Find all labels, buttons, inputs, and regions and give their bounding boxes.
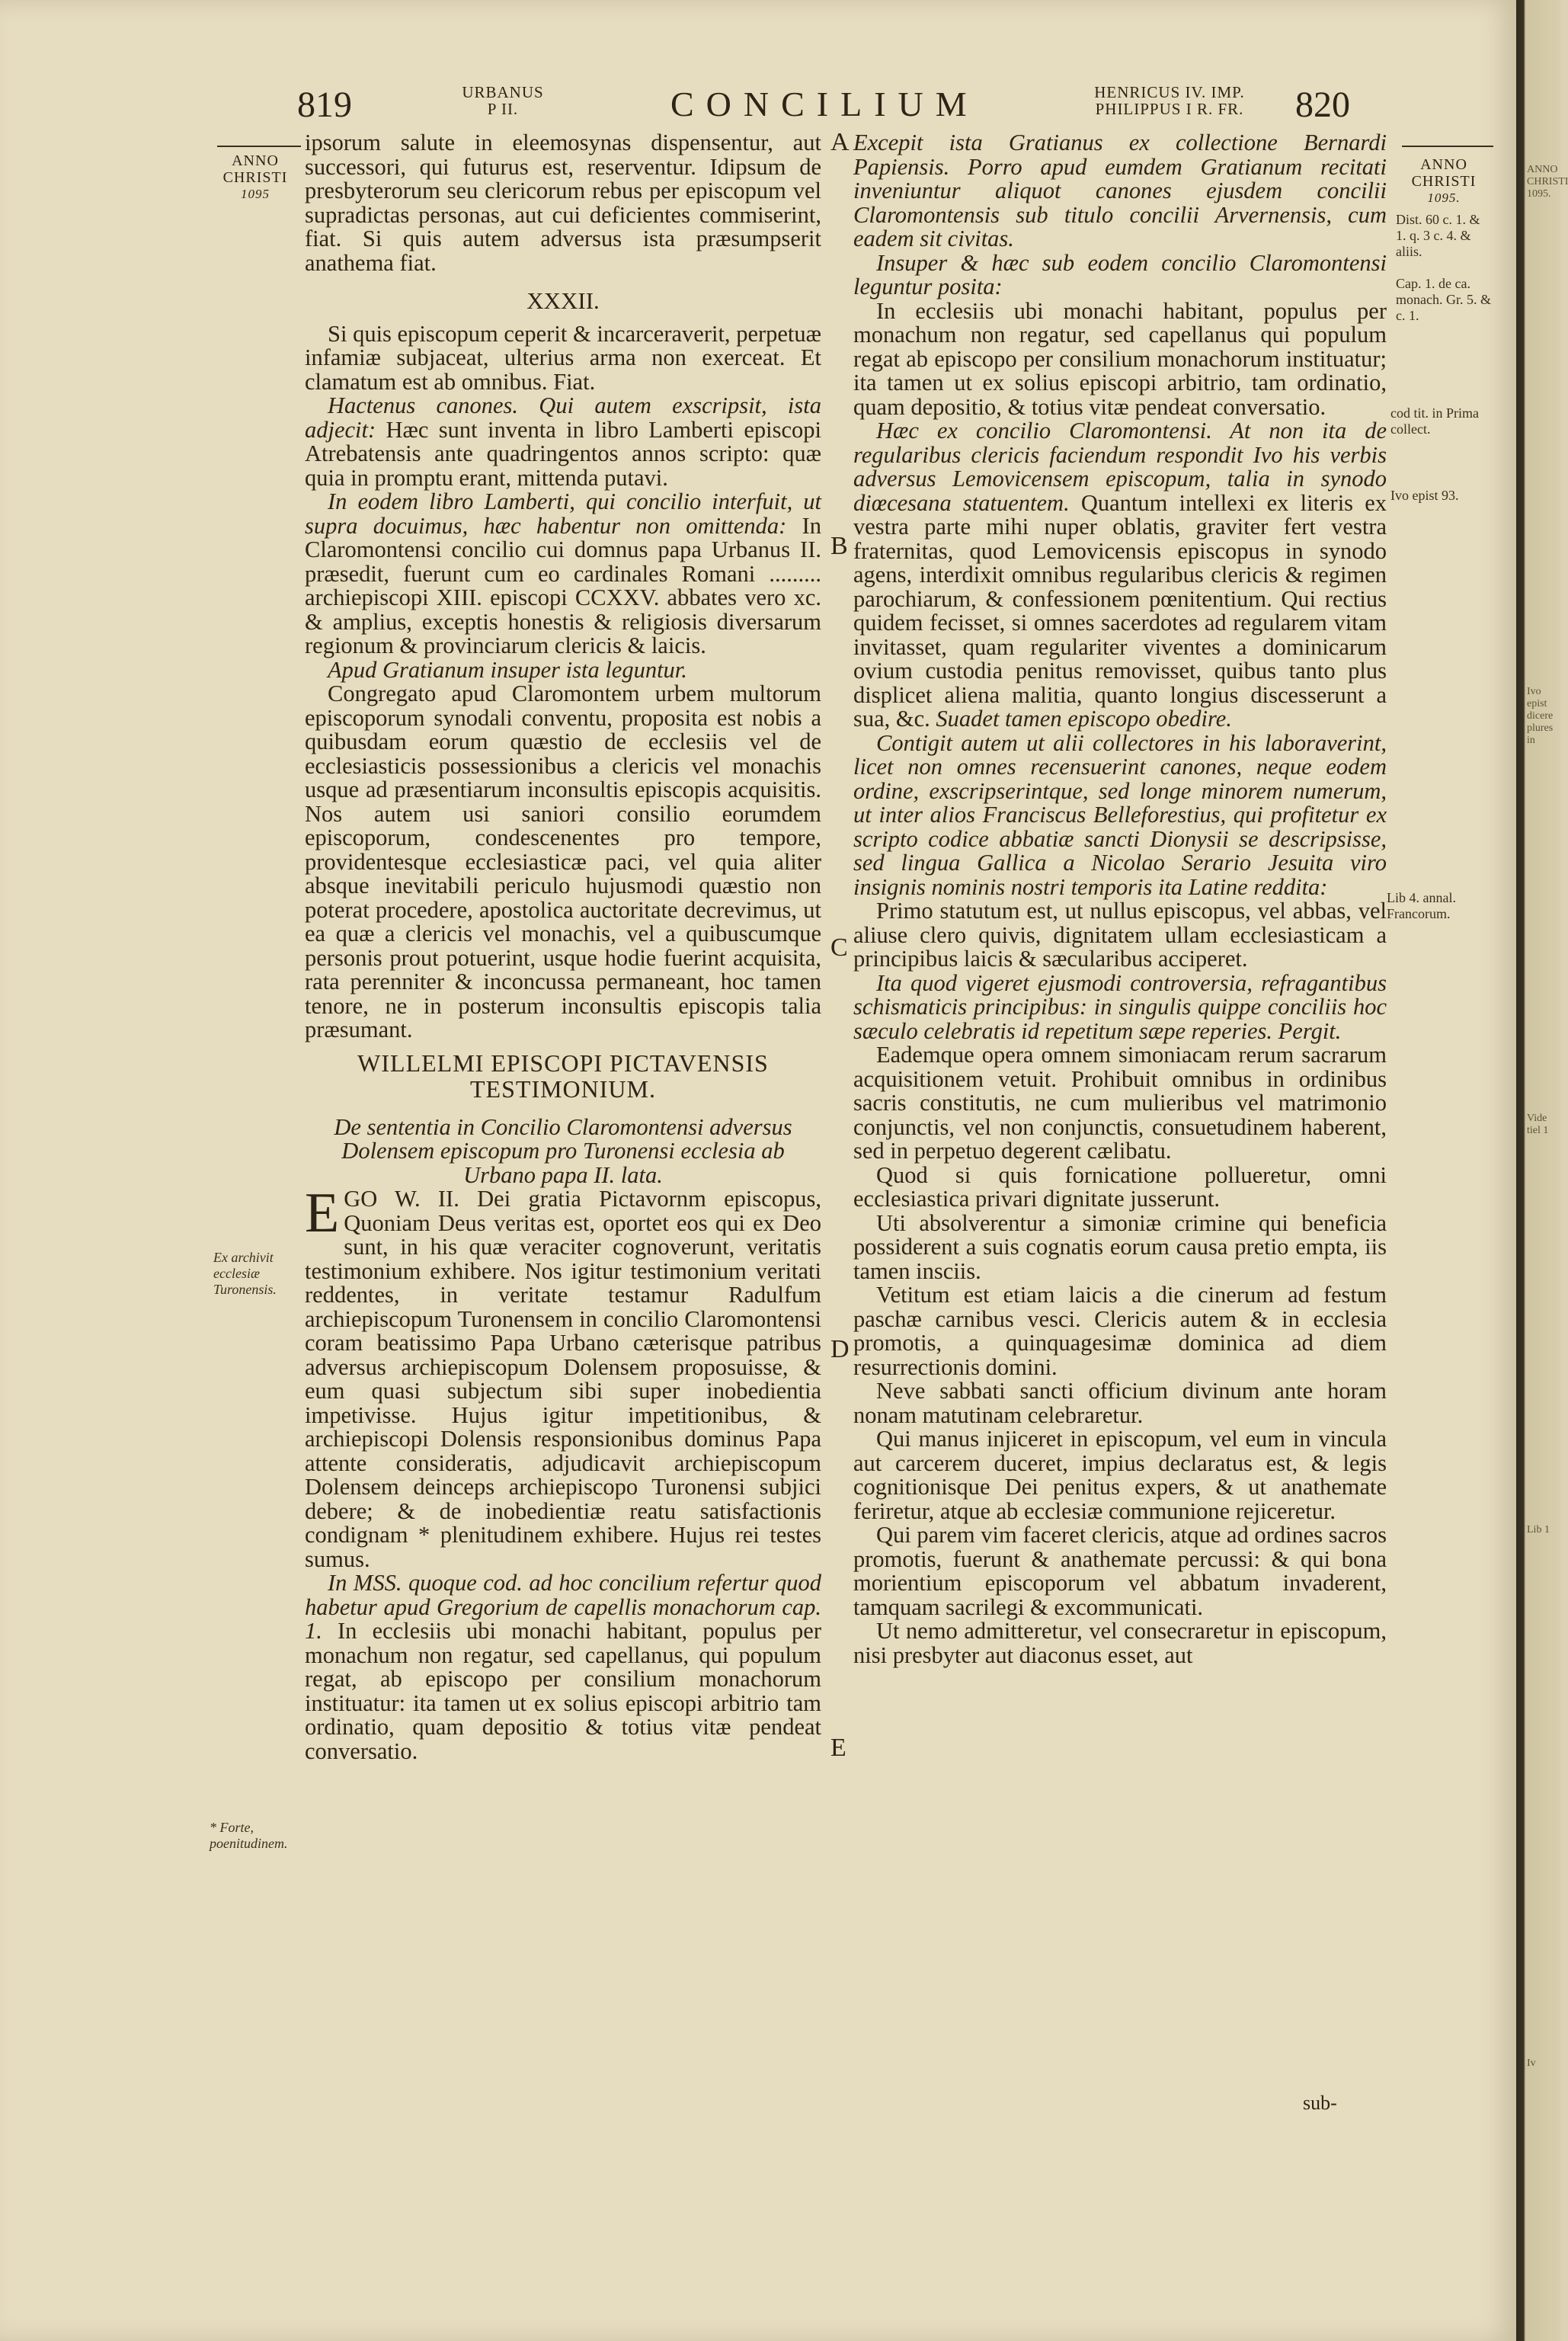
section-letter-b: B: [830, 532, 848, 560]
canon-heading-xxxii: XXXII.: [526, 287, 600, 314]
left-paragraph-7: EGO W. II. Dei gratia Pictavornm episcopus, Quoniam Deus veritas est, oportet eos qui ex Deo sunt, in his quæ veraciter cognoverunt, veritatis testimonium exhibere. Nos igitur testimonium veritati reddentes, in veritate testamur Radulfum archiepiscopum Turonensem in concilio Claromontensi coram beatissimo Papa Urbano cæterisque patribus adversus archiepiscopum Dolensem proposuisse, & eum quasi subjectum sibi super inobedientia impetivisse. Hujus igitur impetitionibus, & archiepiscopi Dolensis responsionibus dominus Papa attente consideratis, adjudicavit archiepiscopum Dolensem deinceps archiepiscopo Turonensi subjici debere; & de inobedientiæ reatu satisfactionis condignam * plenitudinem exhibere. Hujus rei testes sumus.: [305, 1182, 821, 1572]
page-number-right: 820: [1295, 85, 1350, 125]
strip-fragment-5: Iv: [1527, 2058, 1536, 2069]
margin-note-cod: cod tit. in Prima collect.: [1390, 405, 1479, 437]
left-paragraph-1: ipsorum salute in eleemosynas dispensentur, aut successori, qui futurus est, reserventur. Idipsum de presbyterorum seu clericorum rebus per episcopum vel supradictas personas, aut cui deficientes commiserint, fiat. Si quis autem adversus ista præsumpserit anathema fiat.: [305, 130, 821, 276]
right-paragraph-2: Insuper & hæc sub eodem concilio Claromontensi leguntur posita:: [853, 249, 1387, 299]
right-paragraph-10: Uti absolverentur a simoniæ crimine qui beneficia possiderent a suis cognatis eorum causa pretio empta, iis tamen insciis.: [853, 1209, 1387, 1284]
left-paragraph-6: Congregato apud Claromontem urbem multorum episcoporum synodali conventu, proposita est nobis a quibusdam eorum quæstio de ecclesiis vel de ecclesiasticis possessionibus a clericis vel monachis usque ad præsentiarum inconsultis episcopis acquisitis. Nos autem usi saniori consilio eorumdem episcoporum, condescenentes pro tempore, providentesque ecclesiasticæ paci, vel quia aliter absque inevitabili periculo hujusmodi quæstio non poterat procedere, apostolica auctoritate decrevimus, ut ea quæ a clericis vel monachis, vel a quibuscumque personis prout potuerint, usque hodie fuerint acquisita, rata perenniter & inconcussa permaneant, hoc tamen tenore, ne in posterum inconsultis episcopis talia præsumant.: [305, 681, 821, 1042]
left-paragraph-3: Hactenus canones. Qui autem exscripsit, ista adjecit: Hæc sunt inventa in libro Lamberti episcopi Atrebatensis ante quadringentos annos scripto: quæ quia in promptu erant, mittenda putavi.: [305, 392, 821, 491]
right-paragraph-7: Ita quod vigeret ejusmodi controversia, refragantibus schismaticis principibus: in singulis quippe conciliis hoc sæculo celebratis id repetitum sæpe reperies. Pergit.: [853, 969, 1387, 1044]
right-paragraph-8: Eademque opera omnem simoniacam rerum sacrarum acquisitionem vetuit. Prohibuit omnibus in ordinibus sacris constitutis, ne cum mulieribus vel matrimonio conjunctis, vel non conjunctis, consuetudinem haberent, sed in perpetuo degerent cælibatu.: [853, 1042, 1387, 1164]
right-paragraph-12: Neve sabbati sancti officium divinum ante horam nonam matutinam celebraretur.: [853, 1378, 1387, 1428]
strip-fragment-1: ANNO CHRISTI 1095.: [1527, 164, 1568, 200]
left-paragraph-4: In eodem libro Lamberti, qui concilio interfuit, ut supra docuimus, hæc habentur non omittenda: In Claromontensi concilio cui domnus papa Urbanus II. præsedit, fuerunt cum eo cardinales Romani ......... archiepiscopi XIII. episcopi CCXXV. abbates vero xc. & amplius, exceptis honestis & religiosis diversarum regionum & provinciarum clericis & laicis.: [305, 488, 821, 658]
running-head-left: URBANUS P II.: [462, 83, 544, 118]
section-letter-d: D: [830, 1335, 850, 1363]
strip-fragment-4: Lib 1: [1527, 1524, 1550, 1536]
left-paragraph-5: Apud Gratianum insuper ista leguntur.: [328, 656, 687, 683]
strip-fragment-2: Ivo epist dicere plures in: [1527, 686, 1554, 746]
anno-christi-right: ANNO CHRISTI 1095.: [1411, 156, 1477, 205]
right-paragraph-3: In ecclesiis ubi monachi habitant, populus per monachum non regatur, sed capellanus qui populum regat ab episcopo per consilium monachorum instituatur; ita tamen ut ex solius episcopi arbitrio, tam ordinatio, quam depositio, & totius vitæ pendeat conversatio.: [853, 297, 1387, 420]
section-letter-a: A: [830, 128, 850, 156]
right-paragraph-1: Excepit ista Gratianus ex collectione Bernardi Papiensis. Porro apud eumdem Gratianum recitati inveniuntur aliquot canones ejusdem concilii Claromontensis sub titulo concilii Arvernensis, cum eadem sit civitas.: [853, 130, 1387, 251]
strip-fragment-3: Vide tiel 1: [1527, 1113, 1549, 1136]
header-rule-left: [217, 146, 301, 147]
page-number-left: 819: [297, 85, 352, 125]
margin-note-dist: Dist. 60 c. 1. & 1. q. 3 c. 4. & aliis.: [1396, 212, 1480, 259]
right-paragraph-13: Qui manus injiceret in episcopum, vel eum in vincula aut carcerem duceret, impius declaratus est, & legis cognitionisque Dei penitus expers, & ut anathemate feriretur, atque ab ecclesiæ communione rejiceretur.: [853, 1426, 1387, 1524]
running-title: CONCILIUM: [670, 85, 979, 123]
testimonium-title: WILLELMI EPISCOPI PICTAVENSIS TESTIMONIUM.: [357, 1049, 769, 1103]
right-paragraph-15: Ut nemo admitteretur, vel consecraretur in episcopum, nisi presbyter aut diaconus esset, aut: [853, 1618, 1387, 1668]
margin-note-archivo: Ex archivit ecclesiæ Turonensis.: [213, 1250, 277, 1297]
right-paragraph-11: Vetitum est etiam laicis a die cinerum ad festum paschæ carnibus vesci. Clericis autem & in ecclesia promotis, a quinquagesimæ dominica ad diem resurrectionis domini.: [853, 1282, 1387, 1380]
next-page-edge: [1516, 0, 1568, 2341]
drop-cap: E: [305, 1182, 340, 1244]
margin-note-forte: * Forte, poenitudinem.: [210, 1820, 288, 1851]
anno-christi-left: ANNO CHRISTI 1095: [222, 152, 288, 201]
margin-note-ivo: Ivo epist 93.: [1390, 488, 1459, 503]
testimonium-subtitle: De sententia in Concilio Claromontensi adversus Dolensem episcopum pro Turonensi ecclesia ab Urbano papa II. lata.: [334, 1113, 792, 1188]
margin-note-cap: Cap. 1. de ca. monach. Gr. 5. & c. 1.: [1396, 276, 1491, 323]
section-letter-e: E: [830, 1734, 846, 1762]
catchword: sub-: [1303, 2092, 1337, 2114]
page-header: [297, 84, 1524, 130]
left-column: [305, 131, 821, 1763]
right-column: [853, 131, 1387, 1667]
right-paragraph-14: Qui parem vim faceret clericis, atque ad ordines sacros promotis, fuerunt & anathemate percussi: & qui bona morientium episcoporum vel abbatum invaderent, tamquam sacrilegi & excommunicati.: [853, 1522, 1387, 1620]
margin-note-lib: Lib 4. annal. Francorum.: [1387, 890, 1456, 921]
right-paragraph-5: Contigit autem ut alii collectores in his laboraverint, licet non omnes recensuerint canones, neque eodem ordine, exscripserintque, sed longe minorem numerum, ut inter alios Franciscus Belleforestius, qui profitetur ex scripto codice abbatiæ sancti Dionysii se descripsisse, sed lingua Gallica a Nicolao Serario Jesuita viro insignis nominis nostri temporis ita Latine reddita:: [853, 729, 1387, 900]
running-head-right: HENRICUS IV. IMP. PHILIPPUS I R. FR.: [1094, 83, 1245, 118]
left-paragraph-8: In MSS. quoque cod. ad hoc concilium refertur quod habetur apud Gregorium de capellis monachorum cap. 1. In ecclesiis ubi monachi habitant, populus per monachum non regatur, sed capellanus, qui populum regat, ab episcopo per consilium monachorum instituatur: ita tamen ut ex solius episcopi arbitrio tam ordinatio, quam depositio & totius vitæ pendeat conversatio.: [305, 1570, 821, 1764]
section-letter-c: C: [830, 934, 848, 962]
left-paragraph-2: Si quis episcopum ceperit & incarceraverit, perpetuæ infamiæ subjaceat, ulterius arma non exerceat. Et clamatum est ab omnibus. Fiat.: [305, 320, 821, 395]
right-paragraph-6: Primo statutum est, ut nullus episcopus, vel abbas, vel aliuse clero quivis, dignitatem ullam ecclesiasticam a principibus laicis & sæcularibus acciperet.: [853, 898, 1387, 972]
right-paragraph-4: Hæc ex concilio Claromontensi. At non ita de regularibus clericis faciendum respondit Ivo his verbis adversus Lemovicensem episcopum, talia in synodo diœcesana statuentem. Quantum intellexi ex literis ex vestra parte mihi nuper oblatis, graviter fert vestra fraternitas, quod Lemovicensis episcopus in synodo agens, interdixit omnibus regularibus clericis & regimen parochiarum, & confessionem pœnitentium. Qui rectius quidem fecisset, si omnes sacerdotes ad regularem vitam invitasset, quam regulariter viventes a dominicarum ovium custodia penitus removisset, quibus tanto plus displicet aliena malitia, quanto longius discesserunt a sua, &c. Suadet tamen episcopo obedire.: [853, 418, 1387, 732]
right-paragraph-9: Quod si quis fornicatione pollueretur, omni ecclesiastica privari dignitate jusserunt.: [853, 1161, 1387, 1212]
header-rule-right: [1402, 146, 1493, 147]
